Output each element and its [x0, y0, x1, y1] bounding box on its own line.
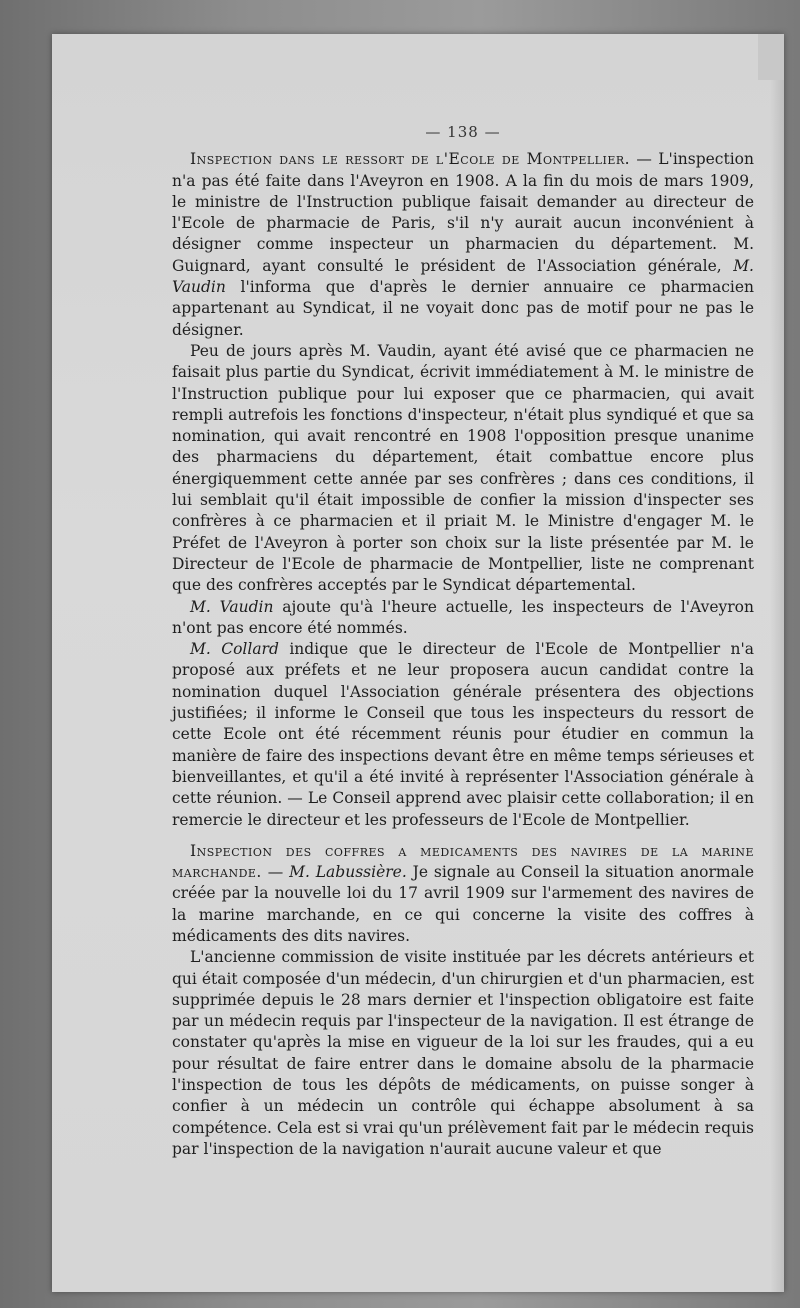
paragraph-vaudin-letter: Peu de jours après M. Vaudin, ayant été avisé que ce pharmacien ne faisait plus partie du Syndicat, écrivit immédiatement à M. le ministre de l'Instruction publique pour lui exposer que ce pharmacien, qui avait rempli autrefois les fonctions d'inspecteur, n'était plus syndiqué et que sa nomination, qui avait rencontré en 1908 l'opposition presque unanime des pharmaciens du département, était combattue encore plus énergiquemment cette année par ses confrères ; dans ces conditions, il lui semblait qu'il était impossible de confier la mission d'inspecter ses confrères à ce pharmacien et il priait M. le Ministre d'engager M. le Préfet de l'Aveyron à porter son choix sur la liste présentée par M. le Directeur de l'Ecole de pharmacie de Montpellier, liste ne comprenant que des confrères acceptés par le Syndicat départemental. [172, 341, 754, 595]
paragraph-inspection-montpellier [172, 149, 754, 341]
page-edge-shadow [770, 34, 784, 1292]
section-heading-navires: Inspection des coffres a medicaments des navires de la marine marchande. [172, 841, 754, 882]
page-number: — 138 — [425, 123, 501, 141]
paragraph-3-text: ajoute qu'à l'heure actuelle, les inspecteurs de l'Aveyron n'ont pas encore été nommés. [172, 597, 754, 637]
paragraph-collard [172, 639, 754, 831]
paragraph-4-text: indique que le directeur de l'Ecole de Montpellier n'a proposé aux préfets et ne leur proposera aucun candidat contre la nomination duquel l'Association générale présentera des objections justifiées; il informe le Conseil que tous les inspecteurs du ressort de cette Ecole ont été récemment réunis pour étudier en commun la manière de faire des inspections devant être en même temps sérieuses et bienveillantes, et qu'il a été invité à représenter l'Association générale à cette réunion. — Le Conseil apprend avec plaisir cette collaboration; il en remercie le directeur et les professeurs de l'Ecole de Montpellier. [172, 640, 755, 829]
speaker-name: M. Collard [190, 640, 279, 659]
section-heading-montpellier: Inspection dans le ressort de l'Ecole de Montpellier. [190, 150, 631, 169]
paragraph-1-rest: l'informa que d'après le dernier annuaire ce pharmacien appartenant au Syndicat, il ne voyait donc pas de motif pour ne pas le désigner. [172, 278, 754, 339]
paragraph-1-lead: — L'inspection n'a pas été faite dans l'Aveyron en 1908. A la fin du mois de mars 1909, le ministre de l'Instruction publique faisait demander au directeur de l'Ecole de pharmacie de Paris, s'il n'y aurait aucun inconvénient à désigner comme inspecteur un pharmacien du département. M. Guignard, ayant consulté le président de l'Association générale, [172, 150, 754, 275]
speaker-name: M. Vaudin [172, 256, 754, 297]
paragraph-5-text: Je signale au Conseil la situation anormale créée par la nouvelle loi du 17 avril 1909 sur l'armement des navires de la marine marchande, en ce qui concerne la visite des coffres à médicaments des dits navires. [172, 863, 754, 945]
page-text [172, 122, 754, 1160]
heading-dash: — [261, 863, 290, 882]
paragraph-ancienne-commission: L'ancienne commission de visite instituée par les décrets antérieurs et qui était composée d'un médecin, d'un chirurgien et d'un pharmacien, est supprimée depuis le 28 mars dernier et l'inspection obligatoire est faite par un médecin requis par l'inspecteur de la navigation. Il est étrange de constater qu'après la mise en vigueur de la loi sur les fraudes, qui a eu pour résultat de faire entrer dans le domaine absolu de la pharmacie l'inspection de tous les dépôts de médicaments, on puisse songer à confier à un médecin un contrôle qui échappe absolument à sa compétence. Cela est si vrai qu'un prélèvement fait par le médecin requis par l'inspection de la navigation n'aurait aucune valeur et que [172, 948, 754, 1158]
paragraph-vaudin-adds [172, 597, 754, 640]
page-corner [758, 34, 784, 80]
speaker-name: M. Vaudin [190, 597, 274, 616]
paragraph-inspection-navires [172, 841, 754, 947]
speaker-name: M. Labussière. [289, 863, 407, 882]
